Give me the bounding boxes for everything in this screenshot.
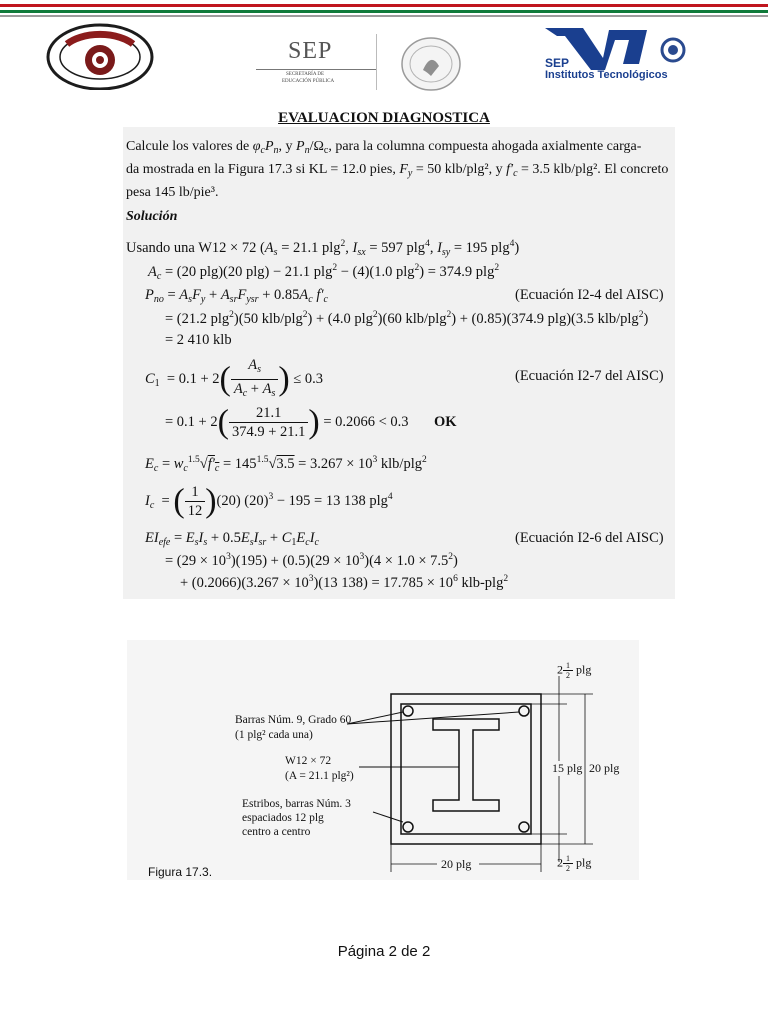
equation-eieff: $EI_{efe} = E_sI_s + 0.5E_sI_{sr} + C_1E_cI_c$ (145, 530, 319, 548)
reference-i2-6: (Ecuación I2-6 del AISC) (515, 530, 664, 546)
dim-20-horizontal: 20 plg (441, 857, 472, 871)
header-stripe-green (0, 10, 768, 13)
mexico-seal-icon (398, 36, 464, 92)
dim-cover-top: 2 $\frac{1}{2}$ plg (557, 661, 592, 680)
problem-statement: Calcule los valores de $\varphi_cP_n$, y $P_n/\Omega_c$, para la columna compuesta ahogada axialmente carga- da mostrada en la Figura 17.3 si KL = 12.0 pies, $F_y = 50$ klb/plg², y $f'_c = 3.5$ klb/plg². El concreto pesa 145 lb/pie³. (126, 139, 669, 200)
equation-c1: $C_1 = 0.1 + 2$( $\frac{A_s}{A_c + A_s}$ ) ≤ 0.3 (145, 357, 324, 399)
equation-c1-values: = 0.1 + 2( $\frac{21.1}{374.9 + 21.1}$ ) = 0.2066 < 0.3 OK (165, 403, 457, 441)
figure-caption: Figura 17.3. (148, 865, 213, 879)
label-bars: Barras Núm. 9, Grado 60 (1 plg² cada una) (235, 714, 352, 741)
header-stripe-red (0, 4, 768, 7)
equation-ac: $A_c = (20$ plg)(20 plg) − 21.1 plg$^2$ − (4)(1.0 plg$^2$) = 374.9 plg$^2$ (148, 263, 500, 282)
equation-pno: $P_{no} = A_sF_y + A_{sr}F_{ysr} + 0.85A_c$ $f'_c$ (145, 287, 328, 305)
equation-ic: $I_c$ = ( $\frac{1}{12}$ )(20) $(20)^3 - 195 = 13$ 138 plg$^4$ (145, 482, 393, 520)
dim-15: 15 plg (552, 761, 583, 775)
equation-section: Usando una W12 × 72 ($A_s = 21.1$ plg$^2$, $I_{sx} = 597$ plg$^4$, $I_{sy} = 195$ plg$^4$) (126, 239, 520, 258)
tecnm-name-text: Institutos Tecnológicos (545, 69, 668, 81)
label-stirrups: Estribos, barras Núm. 3 espaciados 12 plg centro a centro (242, 798, 351, 838)
sep-logo (256, 38, 378, 94)
equation-ec: $E_c = w_c^{1.5}√f'_c = 145^{1.5}√3.5 = 3.267 \times 10^3$ klb/plg$^2$ (145, 455, 427, 474)
reference-i2-7: (Ecuación I2-7 del AISC) (515, 368, 664, 384)
page-number: Página 2 de 2 (337, 943, 431, 960)
tecnm-logo (543, 26, 693, 86)
solution-heading: Solución (126, 209, 178, 224)
reference-i2-4: (Ecuación I2-4 del AISC) (515, 287, 664, 303)
figure-17-3 (127, 640, 639, 880)
page-title: EVALUACION DIAGNOSTICA (278, 110, 490, 126)
header-stripe-gray (0, 15, 768, 17)
equation-eieff-values: = $(29 \times 10^3)(195) + (0.5)(29 \times 10^3)(4 \times 1.0 \times 7.5^2)$ (165, 552, 458, 569)
equation-eieff-result: + $(0.2066)(3.267 \times 10^3)(13$ $138) = 17.785 \times 10^6$ klb-plg$^2$ (180, 574, 509, 591)
tecnm-brand-text: SEP (545, 56, 570, 70)
equation-pno-result: = 2 410 klb (165, 332, 232, 348)
sep-logo-text: SEP (288, 38, 333, 64)
ok-mark: OK (433, 413, 457, 430)
school-seal-logo (45, 20, 155, 90)
equation-pno-values: = (21.2 plg$^2$)(50 klb/plg$^2$) + (4.0 plg$^2$)(60 klb/plg$^2$) + (0.85)(374.9 plg)(3.5 klb/plg$^2$) (165, 310, 649, 327)
label-section: W12 × 72 (A = 21.1 plg²) (285, 755, 354, 782)
sep-sub-text-2: EDUCACIÓN PÚBLICA (282, 79, 335, 84)
dim-20-vertical: 20 plg (589, 761, 620, 775)
dim-cover-bottom: 2 $\frac{1}{2}$ plg (557, 854, 592, 873)
sep-sub-text-1: SECRETARÍA DE (286, 72, 325, 77)
